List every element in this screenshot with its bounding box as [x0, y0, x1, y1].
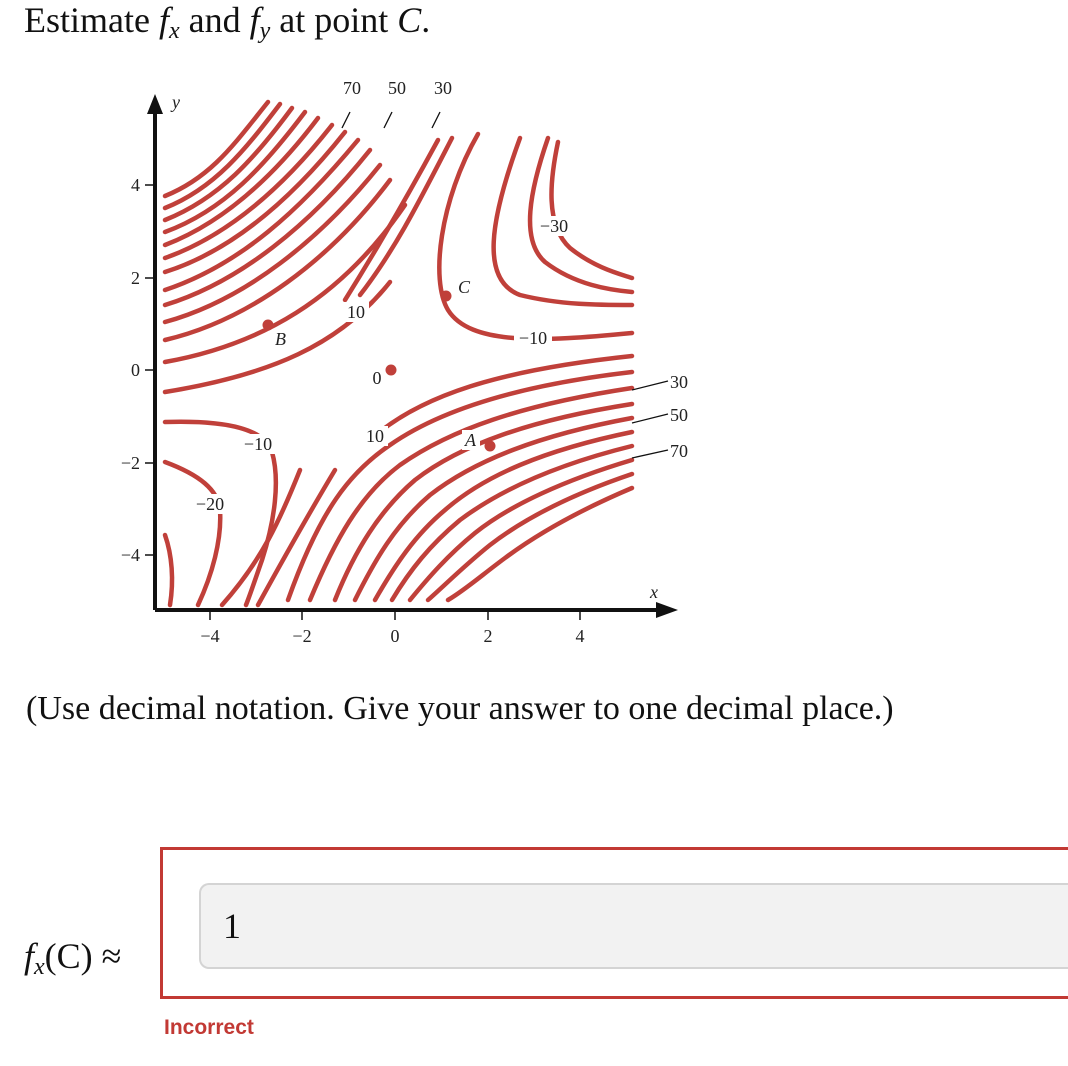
y-tick-label: 0 [131, 360, 140, 380]
contour-line [410, 460, 632, 600]
contour-line [448, 488, 632, 600]
contour-line [222, 470, 300, 605]
answer-box-incorrect [160, 847, 1068, 999]
point-b-label: B [275, 329, 286, 349]
x-axis-label: x [650, 582, 658, 602]
contour-line [530, 138, 632, 292]
x-tick-label: −4 [200, 626, 220, 646]
contour-label-neg20: −20 [195, 494, 225, 514]
axes [155, 108, 660, 610]
contour-line [428, 474, 632, 600]
contour-line [551, 142, 632, 278]
contour-label-50: 50 [388, 78, 406, 98]
contour-line [165, 102, 268, 196]
x-tick-label: −2 [292, 626, 312, 646]
contour-label-pos10-lower: 10 [366, 426, 384, 446]
instruction-text: (Use decimal notation. Give your answer to one decimal place.) [26, 690, 894, 727]
contour-label-pos10-upper: 10 [347, 302, 365, 322]
contour-label-right-70: 70 [670, 441, 688, 461]
contour-label-70: 70 [343, 78, 361, 98]
contour-label-zero: 0 [372, 368, 382, 388]
question-prompt: Estimate $f_x$ and $f_y$ at point C. [24, 0, 431, 44]
contour-label-right-50: 50 [670, 405, 688, 425]
contour-label-neg10-left: −10 [243, 434, 273, 454]
feedback-incorrect: Incorrect [164, 1016, 254, 1039]
y-axis-label: y [172, 92, 180, 112]
point-b [263, 320, 274, 331]
fx-answer-input[interactable] [199, 883, 1068, 969]
point-a [485, 441, 496, 452]
x-tick-label: 4 [575, 626, 585, 646]
y-axis-arrow [147, 94, 163, 114]
x-tick-label: 0 [390, 626, 400, 646]
point-c [441, 291, 452, 302]
y-tick-label: 2 [131, 268, 140, 288]
contour-line [288, 372, 632, 600]
contour-label-neg30: −30 [539, 216, 569, 236]
answer-label: $f_x(C)$ ≈ [24, 936, 122, 980]
contour-label-neg10-right: −10 [518, 328, 548, 348]
contour-line [165, 535, 172, 605]
contour-line [439, 134, 632, 339]
x-tick-label: 2 [483, 626, 493, 646]
contour-label-30: 30 [434, 78, 452, 98]
x-axis-arrow [656, 602, 678, 618]
point-a-label: A [465, 430, 476, 450]
contour-curves [165, 102, 632, 605]
saddle-point [386, 365, 397, 376]
y-tick-label: 4 [131, 175, 140, 195]
y-tick-label: −4 [120, 545, 140, 565]
contour-plot [0, 70, 700, 660]
point-c-label: C [458, 277, 471, 297]
contour-label-right-30: 30 [670, 372, 688, 392]
y-tick-label: −2 [120, 453, 140, 473]
